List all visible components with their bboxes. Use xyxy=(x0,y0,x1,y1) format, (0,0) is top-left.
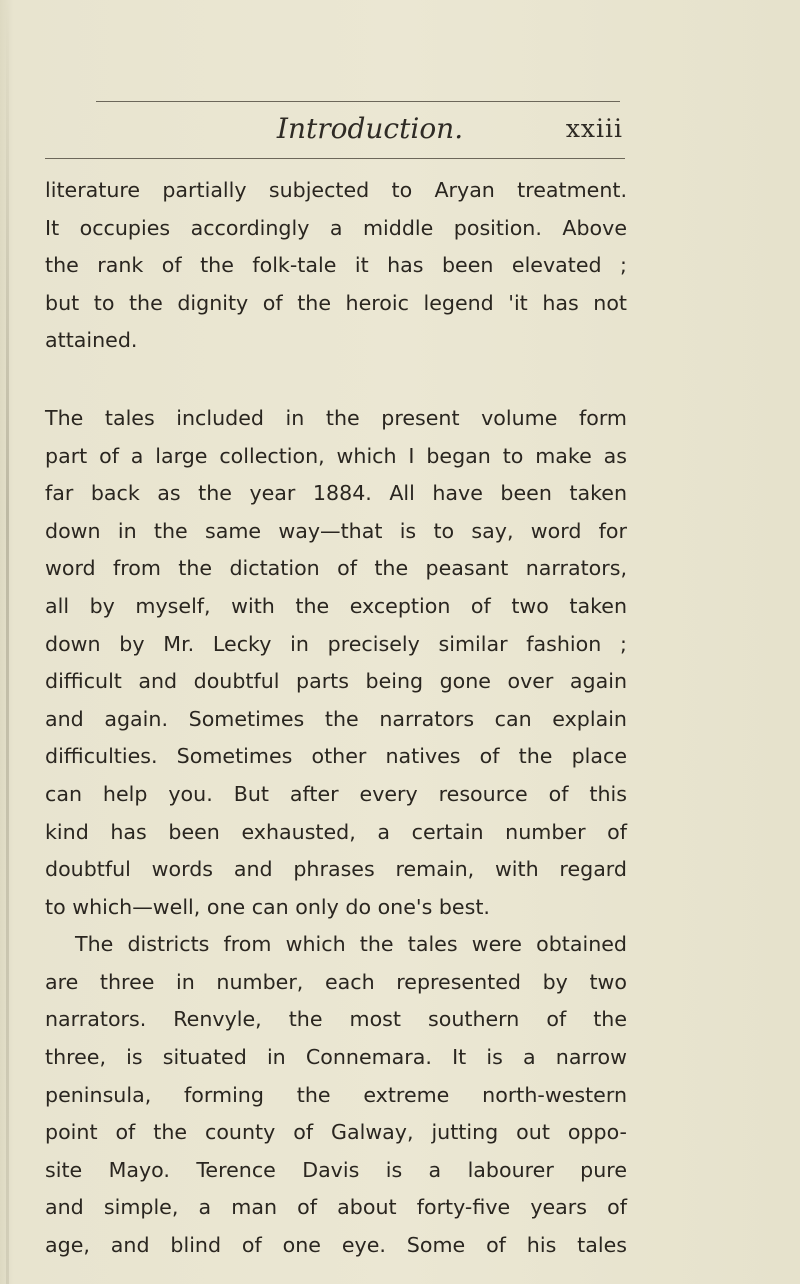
text-line: far back as the year 1884. All have been taken xyxy=(45,481,627,506)
text-line: down in the same way—that is to say, word for xyxy=(45,518,627,543)
text-line: are three in number, each represented by two xyxy=(45,969,627,994)
text-line: to which—well, one can only do one's best. xyxy=(45,894,490,919)
text-line: doubtful words and phrases remain, with regard xyxy=(45,857,627,882)
text-line: all by myself, with the exception of two taken xyxy=(45,593,627,618)
text-line: and simple, a man of about forty-five years of xyxy=(45,1195,627,1220)
page-header xyxy=(45,112,625,152)
text-line: three, is situated in Connemara. It is a narrow xyxy=(45,1045,627,1070)
text-line: but to the dignity of the heroic legend 'it has not xyxy=(45,290,627,315)
text-line: the rank of the folk-tale it has been elevated ; xyxy=(45,253,627,278)
text-line: word from the dictation of the peasant narrators, xyxy=(45,556,627,581)
text-line: peninsula, forming the extreme north-western xyxy=(45,1082,627,1107)
page-binding-edge xyxy=(6,0,9,1284)
text-line: attained. xyxy=(45,328,138,353)
page-number: xxiii xyxy=(565,114,623,143)
text-line: difficult and doubtful parts being gone over again xyxy=(45,669,627,694)
running-head: Introduction. xyxy=(276,112,464,145)
paragraph-gap xyxy=(45,360,627,400)
text-line: The tales included in the present volume form xyxy=(45,405,627,430)
text-line: age, and blind of one eye. Some of his tales xyxy=(45,1233,627,1258)
text-line: site Mayo. Terence Davis is a labourer pure xyxy=(45,1157,627,1182)
header-rule-top xyxy=(96,101,620,102)
text-line: It occupies accordingly a middle position. Above xyxy=(45,215,627,240)
text-line: down by Mr. Lecky in precisely similar fashion ; xyxy=(45,631,627,656)
text-line: kind has been exhausted, a certain number of xyxy=(45,819,627,844)
text-line: can help you. But after every resource of this xyxy=(45,781,627,806)
body-text xyxy=(45,172,627,1265)
text-line: difficulties. Sometimes other natives of the place xyxy=(45,744,627,769)
text-line: point of the county of Galway, jutting out oppo- xyxy=(45,1120,627,1145)
text-line: The districts from which the tales were obtained xyxy=(75,932,627,957)
text-line: part of a large collection, which I began to make as xyxy=(45,443,627,468)
text-line: narrators. Renvyle, the most southern of the xyxy=(45,1007,627,1032)
header-rule-bottom xyxy=(45,158,625,159)
text-line: literature partially subjected to Aryan treatment. xyxy=(45,178,627,202)
text-line: and again. Sometimes the narrators can explain xyxy=(45,706,627,731)
